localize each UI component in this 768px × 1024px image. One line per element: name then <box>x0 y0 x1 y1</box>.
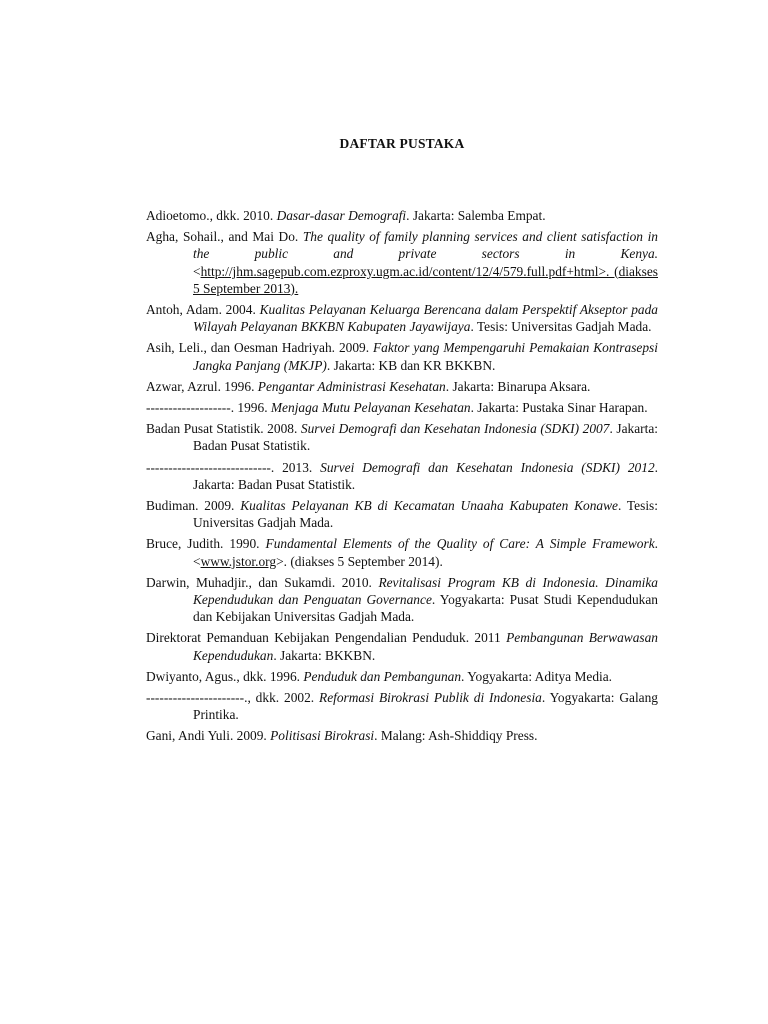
reference-text: Bruce, Judith. 1990. <box>146 536 266 552</box>
document-page <box>146 136 658 749</box>
reference-text: Adioetomo., dkk. 2010. <box>146 208 277 223</box>
reference-entry <box>146 497 658 531</box>
reference-text: . Jakarta: Salemba Empat. <box>406 208 546 223</box>
reference-text: Darwin, Muhadjir., dan Sukamdi. 2010. <box>146 574 379 590</box>
reference-title: Fundamental Elements of the Quality of Care: A Simple Framework <box>265 536 655 552</box>
reference-entry <box>146 689 658 723</box>
reference-entry <box>146 301 658 335</box>
reference-link[interactable]: >. (diakses 5 September 2013). <box>193 263 658 296</box>
reference-text: . Jakarta: Badan Pusat Statistik. <box>193 421 658 454</box>
reference-title: Faktor yang Mempengaruhi Pemakaian Kontrasepsi Jangka Panjang (MKJP) <box>193 340 658 373</box>
reference-entry <box>146 339 658 373</box>
reference-text: . Jakarta: Badan Pusat Statistik. <box>193 459 659 492</box>
reference-entry <box>146 228 658 297</box>
reference-text: Budiman. 2009. <box>146 498 241 514</box>
reference-title: Kualitas Pelayanan Keluarga Berencana dalam Perspektif Akseptor pada Wilayah Pelayanan BKKBN Kabupaten Jayawijaya <box>193 302 658 335</box>
reference-title: Revitalisasi Program KB di Indonesia. Dinamika Kependudukan dan Penguatan Governance <box>193 574 658 608</box>
reference-entry <box>146 535 658 569</box>
reference-title: Politisasi Birokrasi <box>270 728 375 744</box>
reference-text: Direktorat Pemanduan Kebijakan Pengendalian Penduduk. 2011 <box>146 630 507 646</box>
reference-text: < <box>193 263 201 279</box>
reference-title: Penduduk dan Pembangunan <box>303 668 462 684</box>
reference-text: Badan Pusat Statistik. 2008. <box>146 421 301 437</box>
reference-text: Azwar, Azrul. 1996. <box>146 378 258 394</box>
reference-entry <box>146 420 658 454</box>
reference-text: . Malang: Ash-Shiddiqy Press. <box>374 728 538 744</box>
reference-text: . Yogyakarta: Aditya Media. <box>461 668 613 684</box>
reference-entry <box>146 459 658 493</box>
reference-text: . Tesis: Universitas Gadjah Mada. <box>470 319 652 335</box>
reference-text: Asih, Leli., dan Oesman Hadriyah. 2009. <box>146 340 373 356</box>
reference-entry <box>146 378 658 395</box>
reference-text: . Yogyakarta: Pusat Studi Kependudukan dan Kebijakan Universitas Gadjah Mada. <box>193 592 658 625</box>
page-title: DAFTAR PUSTAKA <box>339 136 465 151</box>
reference-entry <box>146 629 658 663</box>
reference-title: Kualitas Pelayanan KB di Kecamatan Unaaha Kabupaten Konawe <box>240 498 618 514</box>
reference-link[interactable]: www.jstor.org <box>200 553 277 569</box>
reference-title: Survei Demografi dan Kesehatan Indonesia (SDKI) 2012 <box>320 459 655 475</box>
reference-list <box>146 207 658 745</box>
reference-text: -------------------. 1996. <box>146 400 271 416</box>
reference-title: Survei Demografi dan Kesehatan Indonesia (SDKI) 2007 <box>300 421 610 437</box>
reference-title: Pengantar Administrasi Kesehatan <box>257 378 446 394</box>
reference-title: Pembangunan Berwawasan Kependudukan <box>193 630 658 663</box>
reference-entry <box>146 399 658 416</box>
reference-text: Dwiyanto, Agus., dkk. 1996. <box>146 668 304 684</box>
reference-text: . Yogyakarta: Galang Printika. <box>193 690 658 723</box>
reference-text: ----------------------., dkk. 2002. <box>146 690 320 706</box>
reference-text: Gani, Andi Yuli. 2009. <box>146 728 271 744</box>
reference-title: Reformasi Birokrasi Publik di Indonesia <box>319 690 542 706</box>
reference-text: . Jakarta: Binarupa Aksara. <box>445 378 591 394</box>
reference-text: . Jakarta: Pustaka Sinar Harapan. <box>470 400 648 416</box>
reference-text: . Jakarta: BKKBN. <box>273 647 376 663</box>
reference-title: The quality of family planning services and client satisfaction in the public and private sectors in Kenya. <box>193 229 659 262</box>
reference-text: ----------------------------. 2013. <box>146 459 321 475</box>
reference-entry <box>146 668 658 685</box>
reference-text: . Tesis: Universitas Gadjah Mada. <box>193 498 658 531</box>
reference-text: >. (diakses 5 September 2014). <box>276 553 443 569</box>
reference-entry <box>146 574 658 626</box>
reference-text: . Jakarta: KB dan KR BKKBN. <box>326 357 496 373</box>
reference-title: Menjaga Mutu Pelayanan Kesehatan <box>270 400 471 416</box>
reference-title: Dasar-dasar Demografi <box>276 208 407 223</box>
reference-entry <box>146 727 658 744</box>
reference-entry <box>146 207 658 224</box>
reference-text: Antoh, Adam. 2004. <box>146 302 260 318</box>
reference-text: . < <box>193 536 659 569</box>
reference-text: Agha, Sohail., and Mai Do. <box>146 229 303 245</box>
reference-link[interactable]: http://jhm.sagepub.com.ezproxy.ugm.ac.id/content/12/4/579.full.pdf+html <box>200 263 599 279</box>
